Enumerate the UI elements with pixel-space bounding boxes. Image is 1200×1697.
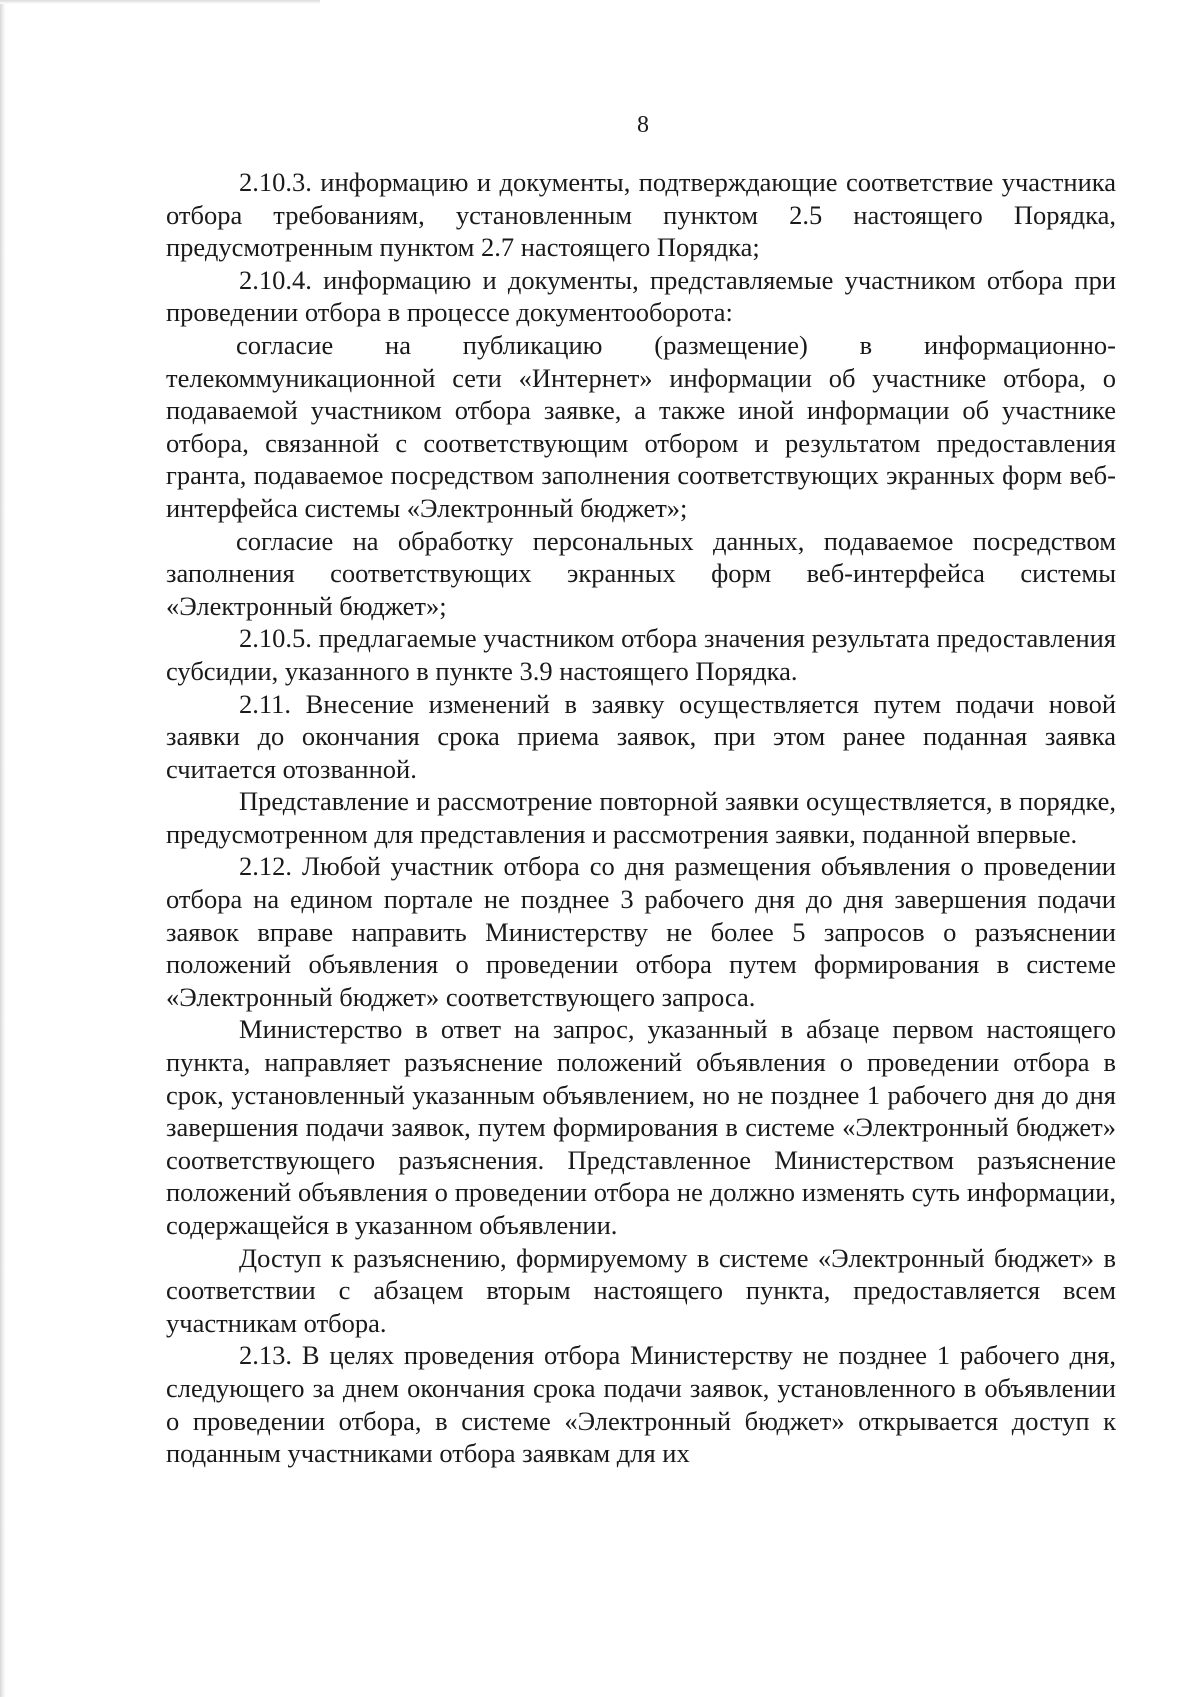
paragraph-2-13: 2.13. В целях проведения отбора Министерству не позднее 1 рабочего дня, следующего за днем окончания срока подачи заявок, установленного в объявлении о проведении отбора, в системе «Электронный бюджет» открывается доступ к поданным участниками отбора заявкам для их [166, 1340, 1116, 1469]
paragraph-access-clarification: Доступ к разъяснению, формируемому в системе «Электронный бюджет» в соответствии с абзацем вторым настоящего пункта, предоставляется всем участникам отбора. [166, 1242, 1116, 1338]
paragraph-2-10-4: 2.10.4. информацию и документы, представляемые участником отбора при проведении отбора в процессе документооборота: [166, 264, 1116, 328]
page-number: 8 [637, 112, 649, 138]
paragraph-consent-personal-data: согласие на обработку персональных данных, подаваемое посредством заполнения соответствующих экранных форм веб-интерфейса системы «Электронный бюджет»; [166, 525, 1116, 621]
paragraph-2-11: 2.11. Внесение изменений в заявку осуществляется путем подачи новой заявки до окончания срока приема заявок, при этом ранее поданная заявка считается отозванной. [166, 688, 1116, 784]
paragraph-2-10-3: 2.10.3. информацию и документы, подтверждающие соответствие участника отбора требованиям, установленным пунктом 2.5 настоящего Порядка, предусмотренным пунктом 2.7 настоящего Порядка; [166, 167, 1116, 263]
scan-top-shadow [0, 0, 320, 4]
paragraph-2-12: 2.12. Любой участник отбора со дня размещения объявления о проведении отбора на едином портале не позднее 3 рабочего дня до дня завершения подачи заявок вправе направить Министерству не более 5 запросов о разъяснении положений объявления о проведении отбора путем формирования в системе «Электронный бюджет» соответствующего запроса. [166, 851, 1116, 1012]
paragraph-ministry-response: Министерство в ответ на запрос, указанный в абзаце первом настоящего пункта, направляет разъяснение положений объявления о проведении отбора в срок, установленный указанным объявлением, но не позднее 1 рабочего дня до дня завершения подачи заявок, путем формирования в системе «Электронный бюджет» соответствующего разъяснения. Представленное Министерством разъяснение положений объявления о проведении отбора не должно изменять суть информации, содержащейся в указанном объявлении. [166, 1014, 1116, 1240]
paragraph-repeat-application: Представление и рассмотрение повторной заявки осуществляется, в порядке, предусмотренном для представления и рассмотрения заявки, поданной впервые. [166, 786, 1116, 849]
paragraph-2-10-5: 2.10.5. предлагаемые участником отбора значения результата предоставления субсидии, указанного в пункте 3.9 настоящего Порядка. [166, 623, 1116, 686]
document-body [166, 166, 1116, 1470]
scan-edge-shadow [0, 0, 6, 1697]
paragraph-consent-publication: согласие на публикацию (размещение) в информационно-телекоммуникационной сети «Интернет» информации об участнике отбора, о подаваемой участником отбора заявке, а также иной информации об участнике отбора, связанной с соответствующим отбором и результатом предоставления гранта, подаваемое посредством заполнения соответствующих экранных форм веб-интерфейса системы «Электронный бюджет»; [166, 329, 1116, 523]
